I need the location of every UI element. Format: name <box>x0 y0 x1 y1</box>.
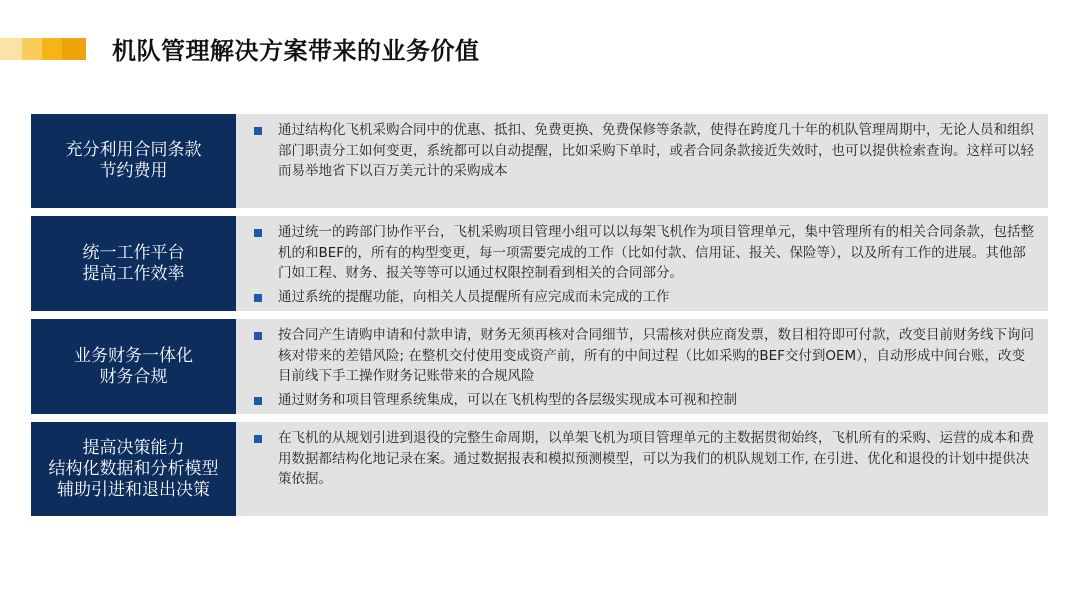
square-bullet-icon <box>254 332 262 340</box>
row-label-line: 充分利用合同条款 <box>65 140 202 160</box>
page-title: 机队管理解决方案带来的业务价值 <box>112 37 480 65</box>
square-bullet-icon <box>254 397 262 405</box>
title-accent-bar <box>0 38 86 60</box>
row-content <box>236 422 1048 516</box>
row-label-line: 提高决策能力 <box>82 437 185 458</box>
row-content <box>236 216 1048 311</box>
row-label-line: 提高工作效率 <box>82 263 185 284</box>
value-row <box>31 422 1048 516</box>
bullet-item <box>254 325 1038 387</box>
bullet-item <box>254 390 1038 411</box>
value-row <box>31 319 1048 414</box>
row-label-line: 财务合规 <box>99 366 168 387</box>
row-label <box>31 422 236 516</box>
bullet-text: 通过统一的跨部门协作平台，飞机采购项目管理小组可以以每架飞机作为项目管理单元，集中管理所有的相关合同条款，包括整机的和BEF的，所有的构型变更，每一项需要完成的工作（比如付款、信用证、报关、保险等），以及所有工作的进展。其他部门如工程、财务、报关等等可以通过权限控制看到相关的合同部分。 <box>278 224 1034 281</box>
square-bullet-icon <box>254 435 262 443</box>
row-label-line: 辅助引进和退出决策 <box>57 479 210 500</box>
row-label-line: 结构化数据和分析模型 <box>48 458 219 479</box>
accent-segment <box>0 38 22 60</box>
bullet-text: 通过结构化飞机采购合同中的优惠、抵扣、免费更换、免费保修等条款，使得在跨度几十年的机队管理周期中，无论人员和组织部门职责分工如何变更，系统都可以自动提醒，比如采购下单时，或者合同条款接近失效时，也可以提供检索查询。这样可以轻而易举地省下以百万美元计的采购成本 <box>278 122 1034 179</box>
value-row <box>31 114 1048 208</box>
square-bullet-icon <box>254 294 262 302</box>
bullet-item <box>254 222 1038 284</box>
row-label <box>31 216 236 311</box>
row-label-line: 业务财务一体化 <box>74 345 193 366</box>
row-label <box>31 319 236 414</box>
row-content <box>236 319 1048 414</box>
square-bullet-icon <box>254 229 262 237</box>
bullet-item <box>254 428 1038 490</box>
value-table <box>31 114 1048 524</box>
square-bullet-icon <box>254 127 262 135</box>
accent-segment <box>42 38 62 60</box>
bullet-text: 通过财务和项目管理系统集成，可以在飞机构型的各层级实现成本可视和控制 <box>278 391 737 408</box>
bullet-text: 在飞机的从规划引进到退役的完整生命周期，以单架飞机为项目管理单元的主数据贯彻始终，飞机所有的采购、运营的成本和费用数据都结构化地记录在案。通过数据报表和模拟预测模型，可以为我们的机队规划工作, 在引进、优化和退役的计划中提供决策依据。 <box>278 430 1034 487</box>
bullet-text: 通过系统的提醒功能，向相关人员提醒所有应完成而未完成的工作 <box>278 288 670 305</box>
accent-segment <box>62 38 86 60</box>
accent-segment <box>22 38 42 60</box>
row-label <box>31 114 236 208</box>
bullet-item <box>254 120 1038 182</box>
row-label-line: 节约费用 <box>99 161 168 181</box>
bullet-item <box>254 287 1038 308</box>
row-content <box>236 114 1048 208</box>
bullet-text: 按合同产生请购申请和付款申请，财务无须再核对合同细节，只需核对供应商发票，数目相符即可付款，改变目前财务线下询问核对带来的差错风险; 在整机交付使用变成资产前，所有的中间过程（比如采购的BEF交付到OEM），自动形成中间台账，改变目前线下手工操作财务记账带来的合规风险 <box>278 327 1034 384</box>
value-row <box>31 216 1048 311</box>
row-label-line: 统一工作平台 <box>82 242 185 263</box>
